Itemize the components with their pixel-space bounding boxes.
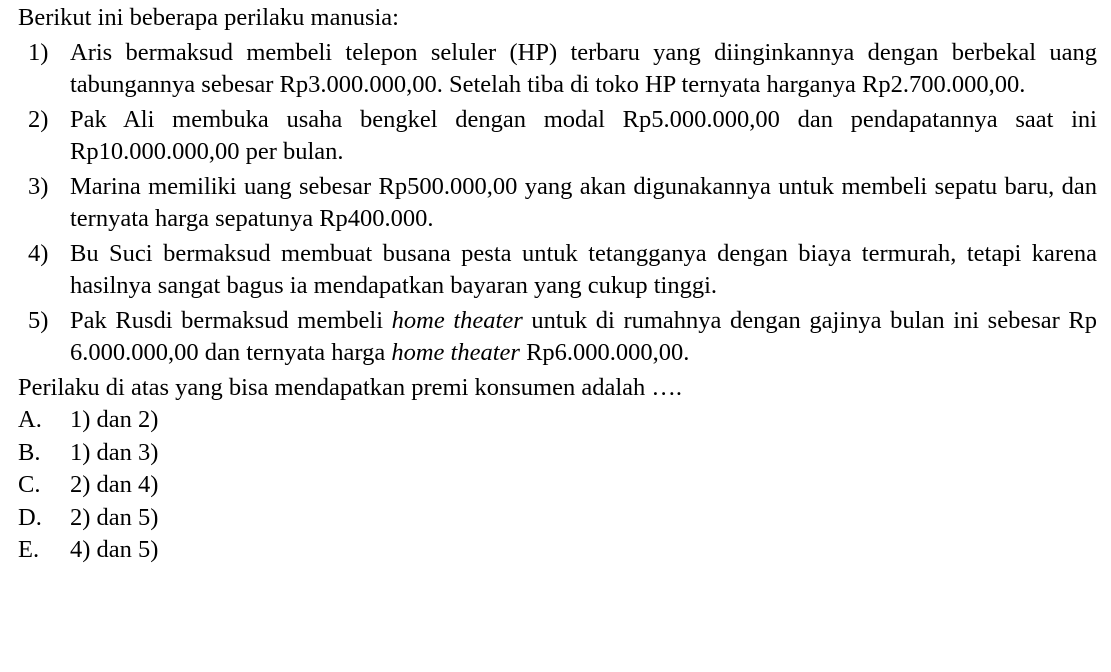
- item-number: 2): [28, 105, 49, 133]
- item-number: 3): [28, 172, 49, 200]
- option-d[interactable]: [18, 502, 1097, 535]
- option-letter: D.: [18, 503, 42, 531]
- option-text: 1) dan 2): [70, 406, 159, 433]
- behavior-list: [18, 37, 1097, 370]
- item-text-part: Pak Rusdi bermaksud membeli: [70, 306, 392, 334]
- item-text-italic: home theater: [391, 339, 520, 366]
- option-letter: A.: [18, 406, 42, 433]
- item-number: 1): [28, 38, 49, 66]
- option-letter: E.: [18, 536, 40, 563]
- option-a[interactable]: [18, 404, 1097, 437]
- list-item-4: [18, 238, 1097, 303]
- option-text: 1) dan 3): [70, 438, 159, 466]
- item-number: 4): [28, 239, 49, 267]
- option-letter: B.: [18, 438, 41, 466]
- option-text: 4) dan 5): [70, 536, 159, 563]
- list-item-1: [18, 37, 1097, 102]
- item-text: Pak Ali membuka usaha bengkel dengan modal Rp5.000.000,00 dan pendapatannya saat ini Rp10.000.000,00 per bulan.: [70, 105, 1097, 165]
- question-text: Perilaku di atas yang bisa mendapatkan premi konsumen adalah ….: [18, 373, 683, 401]
- list-item-2: [18, 104, 1097, 169]
- item-text-italic: home theater: [391, 306, 523, 334]
- option-letter: C.: [18, 471, 41, 498]
- option-b[interactable]: [18, 437, 1097, 470]
- item-text-part: Rp6.000.000,00.: [519, 339, 690, 366]
- item-text: Marina memiliki uang sebesar Rp500.000,00 yang akan digunakannya untuk membeli sepatu baru, dan ternyata harga sepatunya Rp400.000.: [70, 172, 1097, 232]
- list-item-5: [18, 305, 1097, 370]
- intro-text: Berikut ini beberapa perilaku manusia:: [18, 4, 399, 31]
- item-text-part: untuk di rumahnya dengan gajinya bulan ini sebesar Rp 6.000.000,00 dan ternyata harga: [70, 306, 1097, 366]
- option-text: 2) dan 4): [70, 471, 159, 498]
- answer-options: [18, 404, 1097, 567]
- item-text: Aris bermaksud membeli telepon seluler (HP) terbaru yang diinginkannya dengan berbekal uang tabungannya sebesar Rp3.000.000,00. Setelah tiba di toko HP ternyata harganya Rp2.700.000,00.: [70, 38, 1097, 98]
- item-text: [70, 305, 1097, 370]
- list-item-3: [18, 171, 1097, 236]
- option-c[interactable]: [18, 469, 1097, 502]
- item-text: Bu Suci bermaksud membuat busana pesta untuk tetangganya dengan biaya termurah, tetapi karena hasilnya sangat bagus ia mendapatkan bayaran yang cukup tinggi.: [70, 239, 1097, 299]
- item-number: 5): [28, 306, 49, 334]
- option-e[interactable]: [18, 534, 1097, 567]
- option-text: 2) dan 5): [70, 503, 159, 531]
